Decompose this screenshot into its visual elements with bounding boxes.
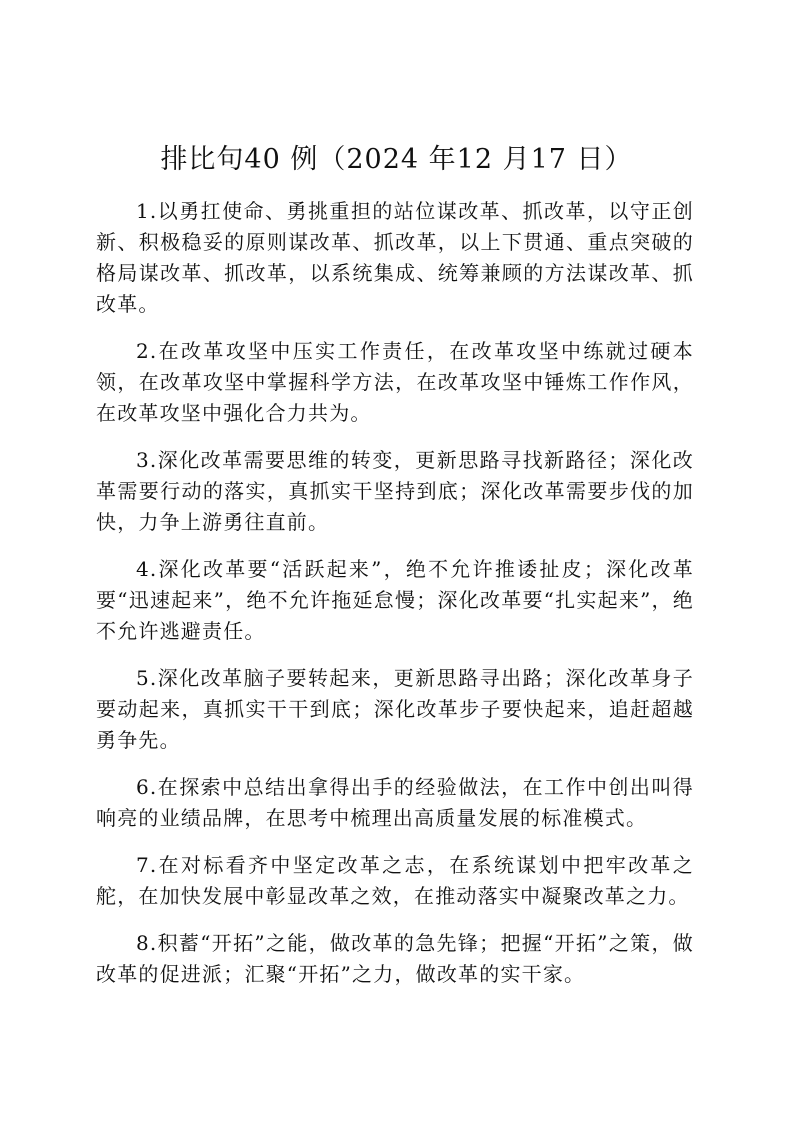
- paragraph-6: 6.在探索中总结出拿得出手的经验做法，在工作中创出叫得响亮的业绩品牌，在思考中梳理出高质量发展的标准模式。: [96, 775, 694, 830]
- paragraph-1: 1.以勇扛使命、勇挑重担的站位谋改革、抓改革，以守正创新、积极稳妥的原则谋改革、抓改革，以上下贯通、重点突破的格局谋改革、抓改革，以系统集成、统筹兼顾的方法谋改革、抓改革。: [96, 199, 694, 316]
- paragraph-8: 8.积蓄“开拓”之能，做改革的急先锋；把握“开拓”之策，做改革的促进派；汇聚“开拓”之力，做改革的实干家。: [96, 931, 694, 986]
- document-title: 排比句40 例（2024 年12 月17 日）: [160, 144, 633, 175]
- paragraph-4: 4.深化改革要“活跃起来”，绝不允许推诿扯皮；深化改革要“迅速起来”，绝不允许拖延怠慢；深化改革要“扎实起来”，绝不允许逃避责任。: [96, 557, 694, 643]
- paragraph-2: 2.在改革攻坚中压实工作责任，在改革攻坚中练就过硬本领，在改革攻坚中掌握科学方法，在改革攻坚中锤炼工作作风，在改革攻坚中强化合力共为。: [96, 339, 694, 425]
- paragraph-5: 5.深化改革脑子要转起来，更新思路寻出路；深化改革身子要动起来，真抓实干干到底；深化改革步子要快起来，追赶超越勇争先。: [96, 666, 694, 752]
- paragraph-list: [96, 196, 694, 1006]
- paragraph-7: 7.在对标看齐中坚定改革之志，在系统谋划中把牢改革之舵，在加快发展中彰显改革之效，在推动落实中凝聚改革之力。: [96, 853, 694, 908]
- paragraph-3: 3.深化改革需要思维的转变，更新思路寻找新路径；深化改革需要行动的落实，真抓实干坚持到底；深化改革需要步伐的加快，力争上游勇往直前。: [96, 448, 694, 534]
